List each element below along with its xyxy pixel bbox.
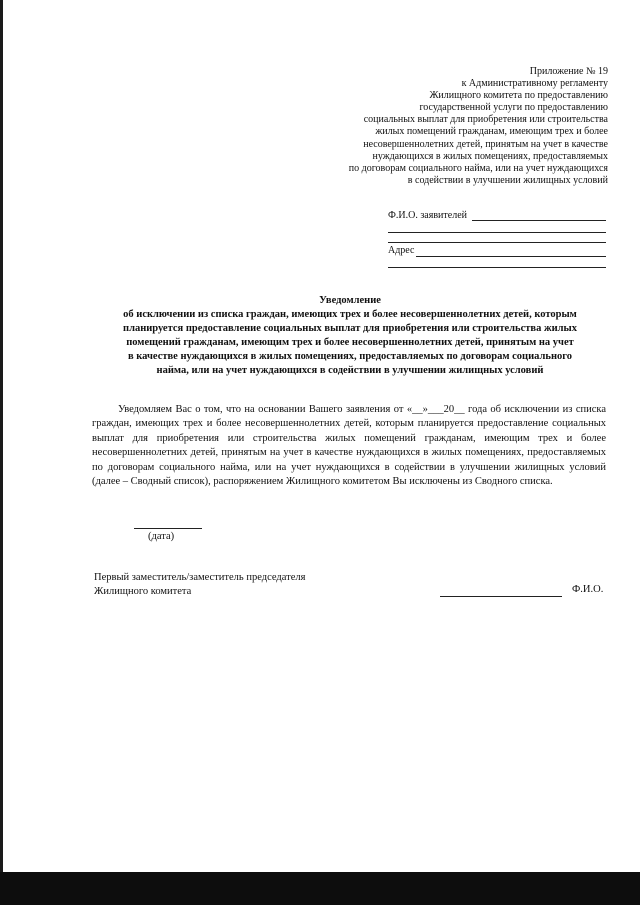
notice-title <box>90 294 610 377</box>
notice-subtitle-line: об исключении из списка граждан, имеющих трех и более несовершеннолетних детей, которым <box>123 308 577 320</box>
scan-edge-bottom <box>0 872 640 905</box>
fio-field-line-3[interactable] <box>388 242 606 243</box>
signer-position: Первый заместитель/заместитель председателя <box>94 572 306 583</box>
appendix-line: в содействии в улучшении жилищных условий <box>407 174 608 186</box>
date-label: (дата) <box>148 531 175 542</box>
address-field-line-2[interactable] <box>388 267 606 268</box>
notice-subtitle-line: планируется предоставление социальных выплат для приобретения или строительства жилых <box>123 322 577 334</box>
address-field[interactable] <box>416 256 606 257</box>
fio-field[interactable] <box>472 220 606 221</box>
notice-heading: Уведомление <box>319 295 381 306</box>
appendix-line: к Административному регламенту <box>461 78 608 90</box>
appendix-header <box>308 66 608 187</box>
fio-label: Ф.И.О. заявителей <box>388 210 467 221</box>
appendix-line: жилых помещений гражданам, имеющим трех и более <box>375 126 608 138</box>
notice-subtitle-line: найма, или на учет нуждающихся в содействии в улучшении жилищных условий <box>156 364 544 376</box>
notice-subtitle-line: помещений гражданам, имеющим трех и более несовершеннолетних детей, принятым на учет <box>126 336 574 348</box>
notice-subtitle-line: в качестве нуждающихся в жилых помещениях, предоставляемых по договорам социального <box>127 350 573 362</box>
date-field[interactable] <box>134 528 202 529</box>
appendix-line: несовершеннолетних детей, принятым на учет в качестве <box>363 138 608 150</box>
address-label: Адрес <box>388 245 415 256</box>
fio-field-line-2[interactable] <box>388 232 606 233</box>
appendix-line: Жилищного комитета по предоставлению <box>429 90 608 102</box>
notice-body <box>92 403 606 489</box>
signature-field[interactable] <box>440 596 562 597</box>
signer-fio-label: Ф.И.О. <box>572 584 604 595</box>
notice-paragraph: Уведомляем Вас о том, что на основании Вашего заявления от «__»___20__ года об исключении из списка граждан, имеющих трех и более несовершеннолетних детей, которым планируется предоставление социальных выплат для приобретения или строительства жилых помещений гражданам, имеющим трех и более несовершеннолетних детей, принятым на учет в качестве нуждающихся в жилых помещениях, предоставляемых по договорам социального найма, или на учет нуждающихся в содействии в улучшении жилищных условий (далее – Сводный список), распоряжением Жилищного комитетом Вы исключены из Сводного списка. <box>92 404 606 488</box>
scan-edge-left <box>0 0 3 905</box>
appendix-line: государственной услуги по предоставлению <box>419 102 608 114</box>
signer-organization: Жилищного комитета <box>94 585 192 597</box>
appendix-line: по договорам социального найма, или на учет нуждающихся <box>348 162 608 174</box>
appendix-line: Приложение № 19 <box>529 66 608 77</box>
signer-block <box>94 571 305 598</box>
appendix-line: нуждающихся в жилых помещениях, предоставляемых <box>372 150 608 162</box>
appendix-line: социальных выплат для приобретения или строительства <box>363 114 608 126</box>
